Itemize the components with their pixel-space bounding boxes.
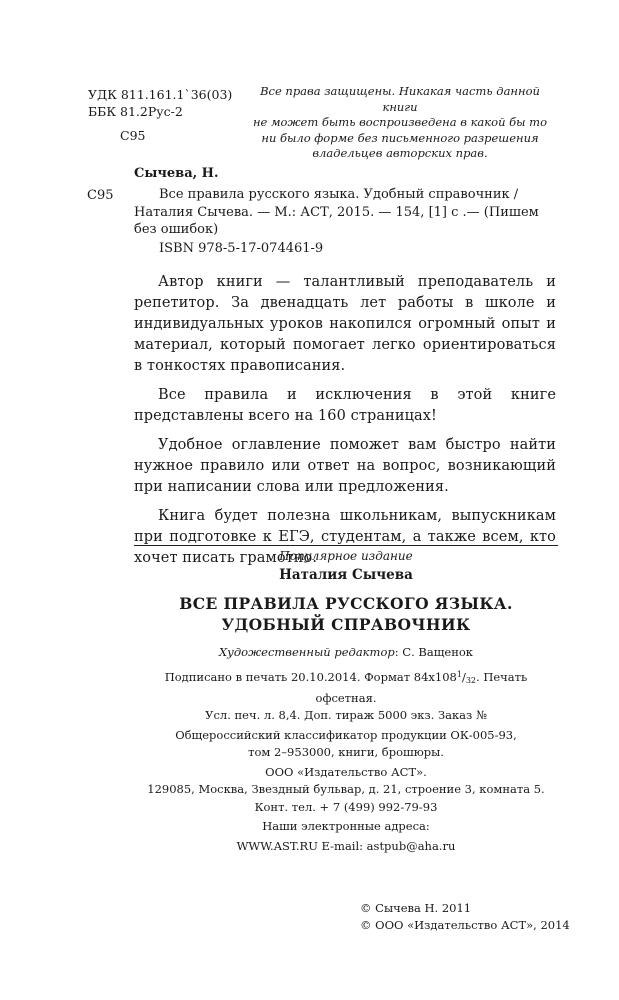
edition-type: Популярное издание — [279, 549, 413, 563]
biblio-code: С95 — [87, 188, 114, 203]
rights-line: Все права защищены. Никакая часть данной книги — [260, 84, 540, 114]
web-email: WWW.AST.RU E-mail: astpub@aha.ru — [236, 838, 456, 853]
imprint-author: Наталия Сычева — [279, 567, 413, 583]
book-title — [134, 593, 558, 635]
copyright-block — [360, 900, 570, 934]
print-line: Усл. печ. л. 8,4. Доп. тираж 5000 экз. Заказ № — [205, 708, 487, 722]
biblio-author: Сычева, Н. — [134, 166, 219, 181]
bbk-code: ББК 81.2Рус-2 — [88, 104, 183, 119]
rights-line: ни было форме без письменного разрешения — [261, 130, 539, 145]
art-editor — [134, 645, 558, 659]
biblio-line: без ошибок) — [134, 222, 219, 237]
book-title-line: ВСЕ ПРАВИЛА РУССКОГО ЯЗЫКА. — [179, 594, 513, 613]
author-sign-code: С95 — [120, 128, 146, 143]
book-title-line: УДОБНЫЙ СПРАВОЧНИК — [221, 615, 471, 634]
isbn: ISBN 978-5-17-074461-9 — [159, 241, 324, 256]
biblio-line: Наталия Сычева. — М.: АСТ, 2015. — 154, [1] с .— (Пишем — [134, 204, 539, 220]
annotation-paragraph: Удобное оглавление поможет вам быстро найти нужное правило или ответ на вопрос, возникающий при написании слова или предложения. — [134, 437, 556, 495]
publisher-phone: Конт. тел. + 7 (499) 992-79-93 — [254, 799, 438, 814]
publisher-name: ООО «Издательство АСТ». — [265, 764, 427, 779]
copyright-line: © Сычева Н. 2011 — [360, 901, 472, 915]
rights-line: владельцев авторских прав. — [312, 146, 488, 160]
emails-label: Наши электронные адреса: — [262, 819, 430, 833]
signed-text: Подписано в печать 20.10.2014. Формат 84х108 — [164, 670, 457, 684]
art-editor-label: Художественный редактор — [219, 645, 395, 659]
copyright-line: © ООО «Издательство АСТ», 2014 — [360, 918, 570, 932]
art-editor-name: : С. Ващенок — [394, 645, 473, 659]
divider — [134, 545, 558, 546]
format-numerator: 1 — [456, 670, 462, 679]
udk-code: УДК 811.161.1`36(03) — [88, 87, 233, 102]
classification-block — [88, 86, 232, 144]
format-denominator: 32 — [465, 676, 477, 685]
bibliographic-description — [134, 186, 551, 239]
publisher-address: 129085, Москва, Звездный бульвар, д. 21, строение 3, комната 5. — [147, 782, 545, 796]
classifier-line: том 2–953000, книги, брошюры. — [248, 745, 444, 759]
rights-notice — [252, 84, 548, 162]
annotation — [134, 272, 556, 577]
classifier-line: Общероссийский классификатор продукции ОК-005-93, — [175, 727, 517, 742]
annotation-paragraph: Книга будет полезна школьникам, выпускникам при подготовке к ЕГЭ, студентам, а также всем, кто хочет писать грамотно. — [134, 508, 556, 566]
biblio-line: Все правила русского языка. Удобный справочник / — [159, 187, 519, 202]
rights-line: не может быть воспроизведена в какой бы то — [252, 115, 548, 129]
signed-line: Подписано в печать 20.10.2014. Формат $84х108^1/_{32}$. Печать офсетная. — [164, 670, 528, 705]
annotation-paragraph: Автор книги — талантливый преподаватель и репетитор. За двенадцать лет работы в школе и индивидуальных уроков накопился огромный опыт и материал, который помогает легко ориентироваться в тонкостях правописания. — [134, 274, 556, 374]
print-type: . Печать офсетная. — [315, 670, 528, 705]
technical-data — [134, 666, 558, 855]
annotation-paragraph: Все правила и исключения в этой книге представлены всего на 160 страницах! — [134, 387, 556, 424]
